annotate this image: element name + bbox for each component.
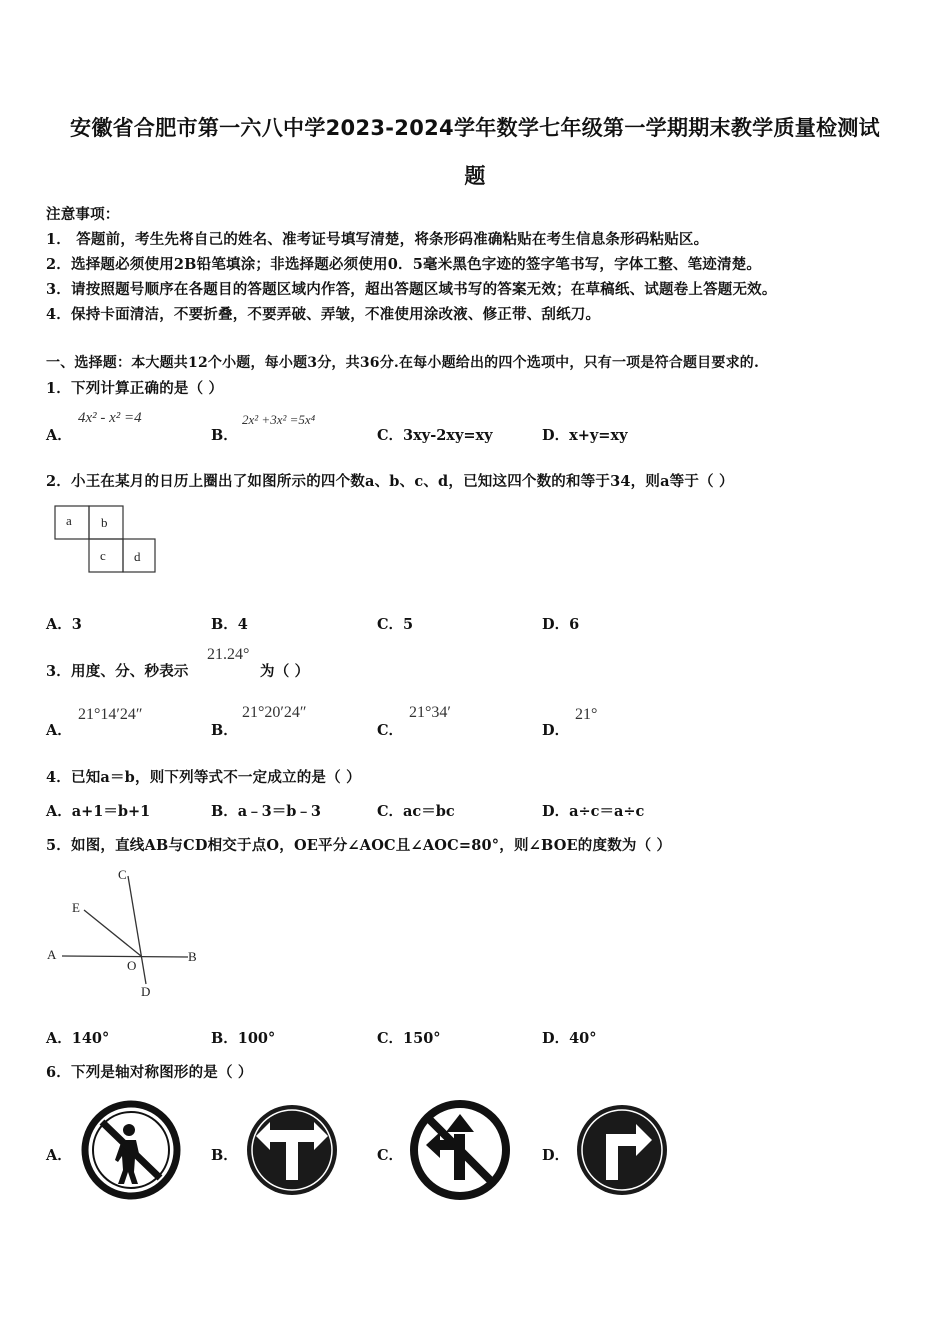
q1-option-d: D．x+y=xy: [542, 427, 628, 444]
q6-option-d-label: D．: [542, 1147, 570, 1164]
point-c-label: C: [118, 867, 127, 882]
question-6-stem: 6．下列是轴对称图形的是（ ）: [46, 1064, 253, 1081]
q3-option-d-math: 21°: [575, 706, 598, 723]
q3-option-b-label: B．: [211, 722, 238, 739]
cell-a-label: a: [66, 513, 72, 528]
question-3-stem-math: 21.24°: [207, 646, 250, 663]
q3-option-a-label: A．: [46, 722, 72, 739]
cell-b-label: b: [101, 515, 108, 530]
line-ab: [62, 956, 188, 957]
calendar-grid-figure: [52, 503, 162, 577]
q5-option-c: C．150°: [377, 1030, 441, 1047]
q3-option-a-math: 21°14′24″: [78, 706, 143, 723]
q1-option-b-math: 2x² +3x² =5x⁴: [242, 412, 316, 427]
q3-option-c-math: 21°34′: [409, 704, 451, 721]
turn-right-sign-icon: [574, 1100, 670, 1200]
q4-option-c: C．ac＝bc: [377, 803, 455, 820]
cell-c-label: c: [100, 548, 106, 563]
point-e-label: E: [72, 900, 80, 915]
point-o-label: O: [127, 958, 137, 973]
notice-item: 3．请按照题号顺序在各题目的答题区域内作答，超出答题区域书写的答案无效；在草稿纸、试题卷上答题无效。: [46, 281, 777, 298]
q6-option-a-label: A．: [46, 1147, 72, 1164]
q3-option-c-label: C．: [377, 722, 404, 739]
question-3-stem-post: 为（ ）: [260, 663, 310, 680]
q2-option-a: A．3: [46, 616, 82, 633]
notice-item: 1． 答题前，考生先将自己的姓名、准考证号填写清楚，将条形码准确粘贴在考生信息条形码粘贴区。: [46, 231, 709, 248]
q6-option-b-label: B．: [211, 1147, 238, 1164]
q1-option-a-label: A．: [46, 427, 72, 444]
q4-option-b: B．a﹣3＝b﹣3: [211, 803, 321, 820]
point-b-label: B: [188, 949, 197, 964]
exam-title-line2: 题: [464, 164, 486, 188]
notice-heading: 注意事项：: [46, 206, 120, 223]
intersecting-lines-figure: [40, 862, 220, 1002]
q5-option-a: A．140°: [46, 1030, 110, 1047]
section-heading: 一、选择题：本大题共12个小题，每小题3分，共36分.在每小题给出的四个选项中，只有一项是符合题目要求的.: [46, 355, 760, 371]
point-d-label: D: [141, 984, 151, 999]
exam-title-line1: 安徽省合肥市第一六八中学2023-2024学年数学七年级第一学期期末教学质量检测试: [70, 116, 880, 140]
turn-left-or-right-sign-icon: [244, 1100, 340, 1200]
cell-a: [55, 506, 89, 539]
cell-c: [89, 539, 123, 572]
q1-option-c: C．3xy-2xy=xy: [377, 427, 493, 444]
q3-option-b-math: 21°20′24″: [242, 704, 307, 721]
q1-option-a-math: 4x² - x² =4: [78, 410, 142, 426]
question-1-stem: 1．下列计算正确的是（ ）: [46, 380, 224, 397]
notice-item: 4．保持卡面清洁，不要折叠，不要弄破、弄皱，不准使用涂改液、修正带、刮纸刀。: [46, 306, 601, 323]
question-3-stem-pre: 3．用度、分、秒表示: [46, 663, 189, 680]
ray-oe: [84, 910, 141, 956]
question-4-stem: 4．已知a＝b，则下列等式不一定成立的是（ ）: [46, 769, 361, 786]
question-5-stem: 5．如图，直线AB与CD相交于点O，OE平分∠AOC且∠AOC=80°，则∠BOE的度数为（ ）: [46, 837, 672, 854]
question-2-stem: 2．小王在某月的日历上圈出了如图所示的四个数a、b、c、d，已知这四个数的和等于34，则a等于（ ）: [46, 473, 734, 490]
q5-option-b: B．100°: [211, 1030, 276, 1047]
no-pedestrian-sign-icon: [78, 1100, 184, 1200]
q2-option-b: B．4: [211, 616, 248, 633]
q2-option-d: D．6: [542, 616, 580, 633]
q5-option-d: D．40°: [542, 1030, 597, 1047]
notice-item: 2．选择题必须使用2B铅笔填涂；非选择题必须使用0．5毫米黑色字迹的签字笔书写，字体工整、笔迹清楚。: [46, 256, 762, 273]
cell-d-label: d: [134, 549, 141, 564]
no-left-turn-or-straight-sign-icon: [408, 1098, 512, 1202]
q4-option-d: D．a÷c＝a÷c: [542, 803, 645, 820]
q4-option-a: A．a+1＝b+1: [46, 803, 151, 820]
point-a-label: A: [47, 947, 57, 962]
q3-option-d-label: D．: [542, 722, 570, 739]
q1-option-b-label: B．: [211, 427, 238, 444]
q6-option-c-label: C．: [377, 1147, 404, 1164]
q2-option-c: C．5: [377, 616, 414, 633]
